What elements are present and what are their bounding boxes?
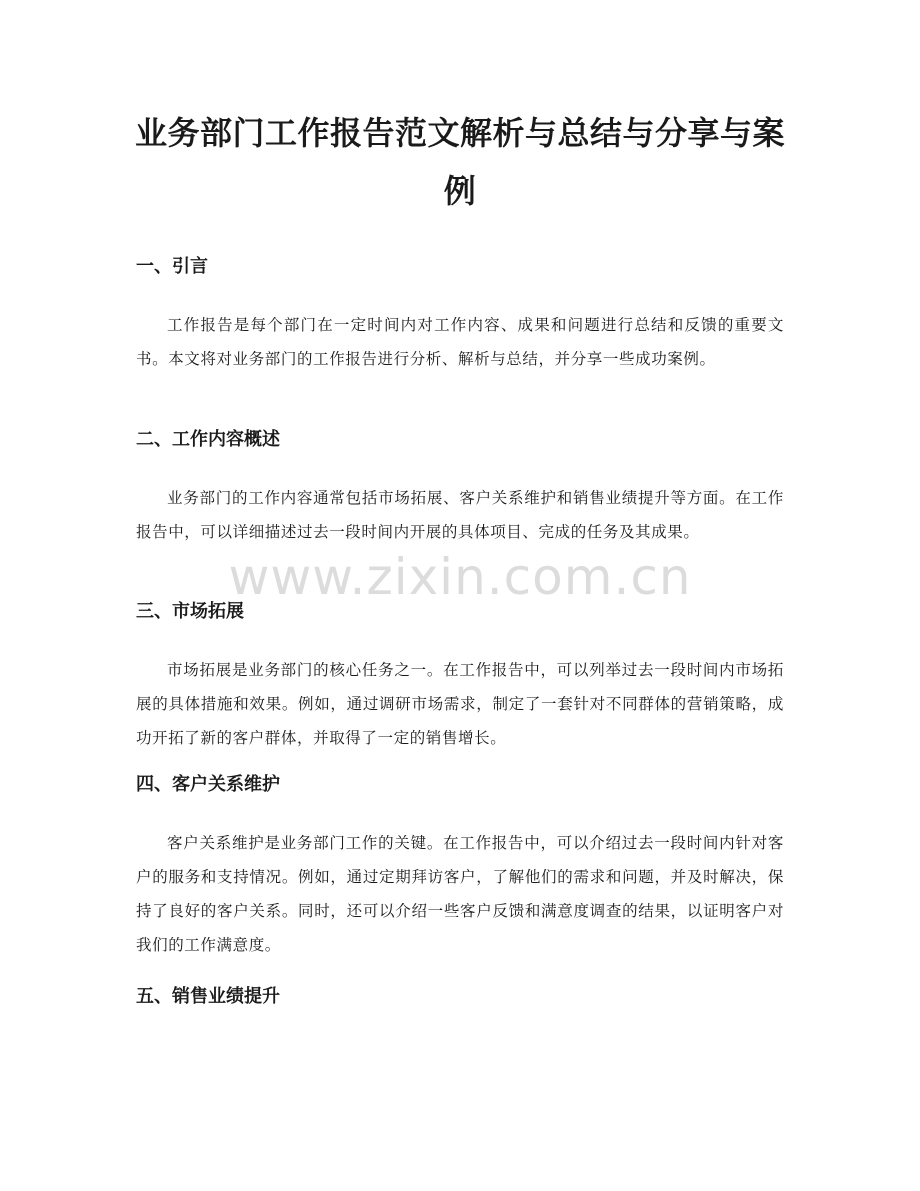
section-market-expansion <box>136 600 784 755</box>
section-heading: 一、引言 <box>136 256 208 277</box>
section-work-overview <box>136 428 784 549</box>
section-customer-relations <box>136 773 784 962</box>
watermark: www.zixin.com.cn <box>228 548 692 606</box>
section-introduction <box>136 255 784 376</box>
section-heading: 四、客户关系维护 <box>136 774 280 795</box>
section-paragraph: 客户关系维护是业务部门工作的关键。在工作报告中，可以介绍过去一段时间内针对客户的服务和支持情况。例如，通过定期拜访客户，了解他们的需求和问题，并及时解决，保持了良好的客户关系。同时，还可以介绍一些客户反馈和满意度调查的结果，以证明客户对我们的工作满意度。 <box>136 834 784 954</box>
section-heading: 二、工作内容概述 <box>136 429 280 450</box>
section-paragraph: 市场拓展是业务部门的核心任务之一。在工作报告中，可以列举过去一段时间内市场拓展的具体措施和效果。例如，通过调研市场需求，制定了一套针对不同群体的营销策略，成功开拓了新的客户群体，并取得了一定的销售增长。 <box>136 661 784 747</box>
section-sales-performance <box>136 985 784 1009</box>
section-heading: 五、销售业绩提升 <box>136 986 280 1007</box>
section-heading: 三、市场拓展 <box>136 601 244 622</box>
section-paragraph: 工作报告是每个部门在一定时间内对工作内容、成果和问题进行总结和反馈的重要文书。本文将对业务部门的工作报告进行分析、解析与总结，并分享一些成功案例。 <box>136 316 784 368</box>
document-title: 业务部门工作报告范文解析与总结与分享与案例 <box>134 114 785 210</box>
section-paragraph: 业务部门的工作内容通常包括市场拓展、客户关系维护和销售业绩提升等方面。在工作报告中，可以详细描述过去一段时间内开展的具体项目、完成的任务及其成果。 <box>136 489 784 541</box>
